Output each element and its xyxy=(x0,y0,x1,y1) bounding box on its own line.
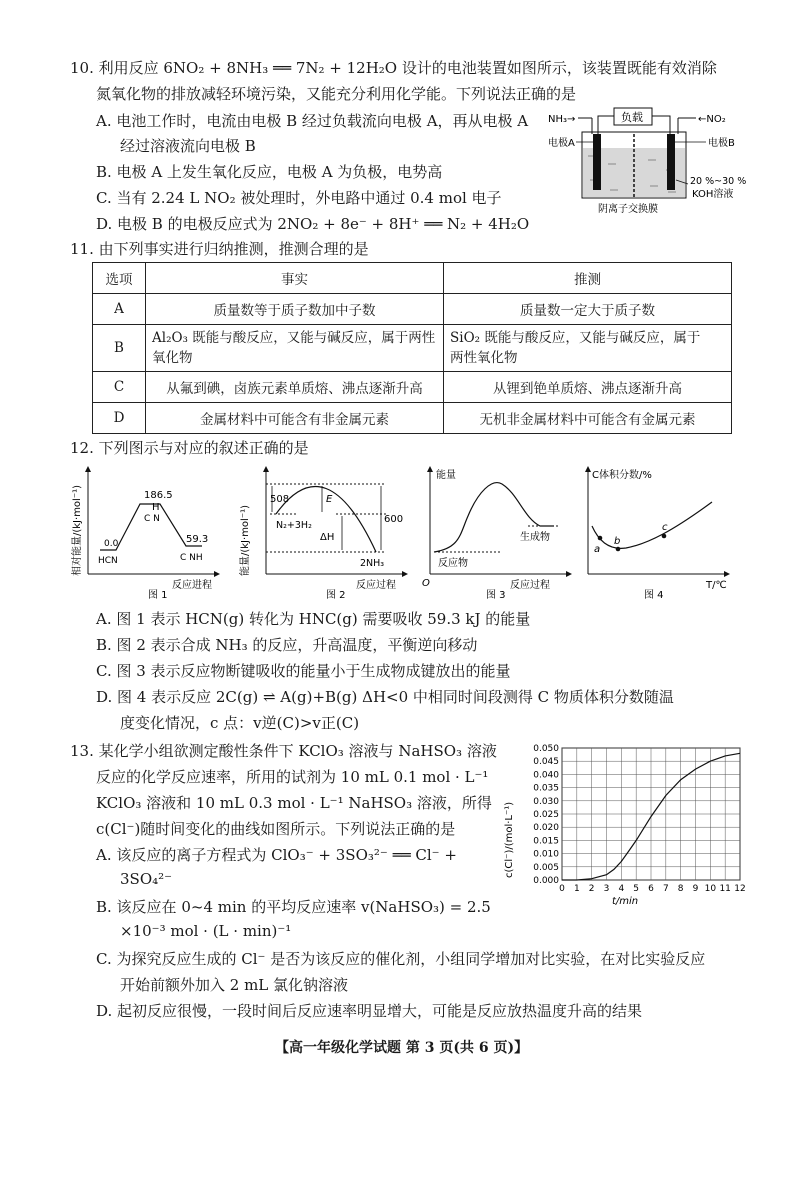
row-d-guess: 无机非金属材料中可能含有金属元素 xyxy=(444,403,732,434)
q13-option-c2: 开始前额外加入 2 mL 氯化钠溶液 xyxy=(120,976,349,994)
chart-ytick-label: 0.050 xyxy=(533,744,559,754)
q10-option-a2: 经过溶液流向电极 B xyxy=(120,137,256,155)
chart-xtick-label: 6 xyxy=(648,884,654,894)
figure-4 xyxy=(578,464,738,600)
chart-ytick-label: 0.000 xyxy=(533,876,559,886)
no2-label: ←NO₂ xyxy=(698,114,726,125)
chart-xtick-label: 4 xyxy=(618,884,625,894)
row-b-guess: SiO₂ 既能与酸反应，又能与碱反应，属于 两性氧化物 xyxy=(444,325,732,372)
row-d-option: D xyxy=(93,403,146,434)
table-row xyxy=(93,325,732,372)
fig2-prod: 2NH₃ xyxy=(360,558,385,569)
chart-xtick-label: 2 xyxy=(588,884,595,894)
chart-xtick-label: 1 xyxy=(573,884,580,894)
fig2-508: 508 xyxy=(270,494,290,505)
q13-option-a1: A. 该反应的离子方程式为 ClO₃⁻ + 3SO₃²⁻ ══ Cl⁻ + xyxy=(96,846,457,864)
q11-stem: 11. 由下列事实进行归纳推测，推测合理的是 xyxy=(70,240,369,258)
fig3-origin: O xyxy=(422,578,430,589)
fig1-ylabel: 相对能量/(kJ·mol⁻¹) xyxy=(72,484,83,576)
table-row xyxy=(93,294,732,325)
row-a-option: A xyxy=(93,294,146,325)
fig3-prod: 生成物 xyxy=(520,532,550,543)
row-c-fact: 从氟到碘，卤族元素单质熔、沸点逐渐升高 xyxy=(146,372,444,403)
fig2-600: 600 xyxy=(384,514,404,525)
q13-option-c1: C. 为探究反应生成的 Cl⁻ 是否为该反应的催化剂，小组同学增加对比实验，在对比实验反应 xyxy=(96,950,706,968)
row-d-fact: 金属材料中可能含有非金属元素 xyxy=(146,403,444,434)
q13-option-a2: 3SO₄²⁻ xyxy=(120,870,173,888)
electrode-a-label: 电极A xyxy=(548,138,575,149)
fig2-xlabel: 反应过程 xyxy=(356,580,396,591)
chart-ytick-label: 0.035 xyxy=(533,783,559,794)
q12-option-d1: D. 图 4 表示反应 2C(g) ⇌ A(g)+B(g) ΔH<0 中相同时间段测得 C 物质体积分数随温 xyxy=(96,688,674,706)
fig4-c: c xyxy=(662,522,668,533)
chart-xtick-label: 5 xyxy=(633,884,640,894)
fig4-b: b xyxy=(614,536,621,547)
fig3-react: 反应物 xyxy=(438,558,468,569)
chart-ytick-label: 0.045 xyxy=(533,757,559,768)
fig3-caption: 图 3 xyxy=(486,590,506,600)
fig1-start: 0.0 xyxy=(104,539,119,549)
row-c-option: C xyxy=(93,372,146,403)
fig4-caption: 图 4 xyxy=(644,590,664,600)
q13-stem-line2: 反应的化学反应速率，所用的试剂为 10 mL 0.1 mol · L⁻¹ xyxy=(96,768,489,786)
load-label: 负载 xyxy=(621,111,643,124)
chart-xtick-label: 12 xyxy=(734,884,746,894)
row-a-guess: 质量数一定大于质子数 xyxy=(444,294,732,325)
koh-conc-label: 20 %~30 % xyxy=(690,176,747,187)
fig1-xlabel: 反应进程 xyxy=(172,580,212,591)
chart-xtick-label: 3 xyxy=(603,884,610,894)
fig1-ts: H xyxy=(152,502,160,513)
fig2-react: N₂+3H₂ xyxy=(276,520,312,531)
fig1-prod: C NH xyxy=(180,553,203,563)
figure-2 xyxy=(236,464,416,600)
q12-stem: 12. 下列图示与对应的叙述正确的是 xyxy=(70,439,309,457)
table-header-row xyxy=(93,263,732,294)
electrode-b-label: 电极B xyxy=(708,138,735,149)
fig1-ts2: C N xyxy=(144,514,160,524)
q10-stem-line1: 10. 利用反应 6NO₂ + 8NH₃ ══ 7N₂ + 12H₂O 设计的电池装置如图所示，该装置既能有效消除 xyxy=(70,59,717,77)
fig4-xlabel: T/℃ xyxy=(706,580,727,591)
chart-ytick-label: 0.030 xyxy=(533,796,559,807)
fig2-ylabel: 能量/(kJ·mol⁻¹) xyxy=(240,504,251,576)
chart-xtick-label: 7 xyxy=(662,884,669,894)
q10-option-b: B. 电极 A 上发生氧化反应，电极 A 为负极，电势高 xyxy=(96,163,443,181)
fig1-peak: 186.5 xyxy=(144,490,173,501)
q10-option-c: C. 当有 2.24 L NO₂ 被处理时，外电路中通过 0.4 mol 电子 xyxy=(96,189,502,207)
fig2-caption: 图 2 xyxy=(326,590,346,600)
q13-stem-line1: 13. 某化学小组欲测定酸性条件下 KClO₃ 溶液与 NaHSO₃ 溶液 xyxy=(70,742,497,760)
chart-ytick-label: 0.040 xyxy=(533,770,559,781)
chart-ytick-label: 0.010 xyxy=(533,849,559,860)
header-guess: 推测 xyxy=(444,263,732,294)
fig2-dH: ΔH xyxy=(320,532,335,543)
chart-xlabel: t/min xyxy=(612,896,639,907)
q12-option-d2: 度变化情况，c 点：v逆(C)>v正(C) xyxy=(120,714,360,732)
chart-xtick-label: 10 xyxy=(704,884,717,894)
table-row xyxy=(93,403,732,434)
chart-ytick-label: 0.015 xyxy=(533,836,559,847)
page-footer: 【高一年级化学试题 第 3 页(共 6 页)】 xyxy=(275,1040,529,1056)
chart-xtick-label: 0 xyxy=(559,884,565,894)
q13-stem-line3: KClO₃ 溶液和 10 mL 0.3 mol · L⁻¹ NaHSO₃ 溶液，所得 xyxy=(96,794,492,812)
table-row xyxy=(93,372,732,403)
row-c-guess: 从锂到铯单质熔、沸点逐渐升高 xyxy=(444,372,732,403)
fig3-xlabel: 反应过程 xyxy=(510,580,550,591)
chart-ylabel: c(Cl⁻)/(mol·L⁻¹) xyxy=(504,801,515,878)
figure-3 xyxy=(420,464,580,600)
chart-ytick-label: 0.005 xyxy=(533,862,559,873)
q13-option-d: D. 起初反应很慢，一段时间后反应速率明显增大，可能是反应放热温度升高的结果 xyxy=(96,1002,643,1020)
koh-label: KOH溶液 xyxy=(692,189,734,200)
row-b-option: B xyxy=(93,325,146,372)
fig4-ylabel: C体积分数/% xyxy=(592,470,652,481)
chart-ytick-label: 0.025 xyxy=(533,810,559,820)
q13-option-b2: ×10⁻³ mol · (L · min)⁻¹ xyxy=(120,922,292,940)
header-option: 选项 xyxy=(93,263,146,294)
q10-stem-line2: 氮氧化物的排放减轻环境污染，又能充分利用化学能。下列说法正确的是 xyxy=(96,85,577,103)
membrane-label: 阴离子交换膜 xyxy=(598,204,658,215)
fig4-a: a xyxy=(594,544,601,555)
chart-xtick-label: 8 xyxy=(677,884,684,894)
fig1-end: 59.3 xyxy=(186,534,209,545)
chart-xtick-label: 9 xyxy=(692,884,699,894)
q13-stem-line4: c(Cl⁻)随时间变化的曲线如图所示。下列说法正确的是 xyxy=(96,820,456,838)
header-fact: 事实 xyxy=(146,263,444,294)
q13-chart xyxy=(500,738,750,908)
fig3-ylabel: 能量 xyxy=(436,470,456,481)
row-a-fact: 质量数等于质子数加中子数 xyxy=(146,294,444,325)
fig1-start-species: HCN xyxy=(98,556,118,566)
chart-ytick-label: 0.020 xyxy=(533,823,559,834)
q13-option-b1: B. 该反应在 0~4 min 的平均反应速率 v(NaHSO₃) = 2.5 xyxy=(96,898,491,916)
battery-diagram xyxy=(548,104,758,218)
q10-option-a1: A. 电池工作时，电流由电极 B 经过负载流向电极 A，再从电极 A xyxy=(96,112,529,130)
figure-1 xyxy=(68,464,228,600)
row-b-fact: Al₂O₃ 既能与酸反应，又能与碱反应，属于两性 氧化物 xyxy=(146,325,444,372)
q10-option-d: D. 电极 B 的电极反应式为 2NO₂ + 8e⁻ + 8H⁺ ══ N₂ + 4H₂O xyxy=(96,215,530,233)
q12-option-c: C. 图 3 表示反应物断键吸收的能量小于生成物成键放出的能量 xyxy=(96,662,511,680)
chart-xtick-label: 11 xyxy=(719,884,731,894)
nh3-label: NH₃→ xyxy=(548,114,576,125)
fig2-E: E xyxy=(326,494,333,505)
fig1-caption: 图 1 xyxy=(148,590,168,600)
q12-option-b: B. 图 2 表示合成 NH₃ 的反应，升高温度，平衡逆向移动 xyxy=(96,636,478,654)
q12-option-a: A. 图 1 表示 HCN(g) 转化为 HNC(g) 需要吸收 59.3 kJ 的能量 xyxy=(96,610,531,628)
q11-table xyxy=(92,262,732,434)
